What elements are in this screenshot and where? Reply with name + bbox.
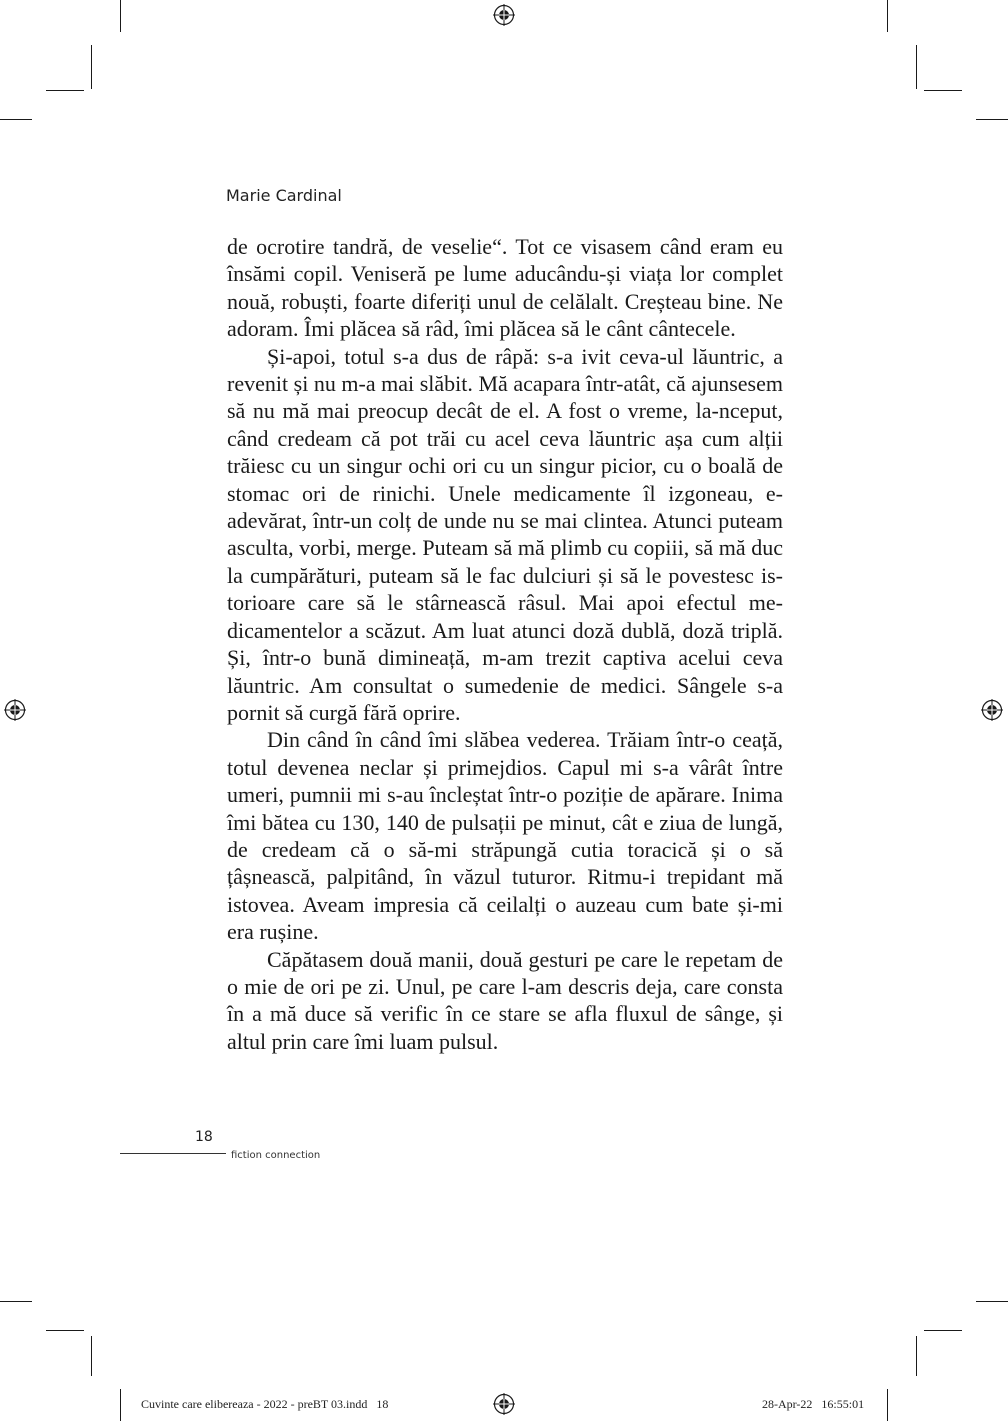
paragraph: de ocrotire tandră, de veselie“. Tot ce visasem când eram eu însămi copil. Veniseră pe lume aducându-și viața lor complet nouă, robuști, foarte diferiți unul de celălalt. Creșteau bine. Ne adoram. Îmi plăcea să râd, îmi plăcea să le cânt cântecele. (227, 234, 783, 342)
crop-mark (976, 119, 1008, 120)
body-text (227, 233, 783, 1055)
crop-mark (91, 1336, 92, 1376)
crop-mark (924, 1330, 962, 1331)
registration-mark-icon (493, 4, 515, 26)
slug-datetime: 28-Apr-22 16:55:01 (762, 1397, 865, 1411)
paragraph: Și-apoi, totul s-a dus de râpă: s-a ivit ceva-ul lăuntric, a revenit și nu m-a mai slăbit. Mă acapara într-atât, că ajunsesem să nu mă mai preocup decât de el. A fost o vreme, la-nceput, când credeam că pot trăi cu acel ceva lăuntric așa cum alții trăiesc cu un singur ochi ori cu un singur picior, cu o boală de stomac ori de rinichi. Unele medicamente îl izgoneau, e-adevărat, într-un colț de unde nu se mai clintea. Atunci puteam asculta, vorbi, merge. Puteam să mă plimb cu copiii, să mă duc la cumpărături, puteam să le fac dulciuri și să le povestesc istorioare care să le stârnească râsul. Mai apoi efectul medicamentelor a scăzut. Am luat atunci doză dublă, doză triplă. Și, într-o bună dimineață, m-am trezit captiva acelui ceva lăuntric. Am consultat o sumedenie de medici. Sângele s-a pornit să curgă fără oprire. (227, 343, 783, 725)
slug-filename: Cuvinte care elibereaza - 2022 - preBT 03.indd 18 (141, 1397, 389, 1411)
crop-mark (46, 90, 84, 91)
paragraph: Din când în când îmi slăbea vederea. Trăiam într-o ceață, totul devenea neclar și primejdios. Capul mi s-a vârât între umeri, pumnii mi s-au încleștat într-o poziție de apărare. Inima îmi bătea cu 130, 140 de pulsații pe minut, cât e ziua de lungă, de credeam că o să-mi străpungă cutia toracică și o să țâșnească, palpitând, în văzul tuturor. Ritmu-i trepidant mă istovea. Aveam impresia că ceilalți o auzeau cum bate și-mi era rușine. (227, 727, 783, 945)
crop-mark (916, 1336, 917, 1376)
crop-mark (924, 90, 962, 91)
crop-mark (120, 0, 121, 32)
registration-mark-icon (981, 699, 1003, 721)
footer-rule (120, 1153, 226, 1154)
registration-mark-icon (493, 1393, 515, 1415)
running-head: Marie Cardinal (226, 186, 342, 205)
crop-mark (91, 45, 92, 89)
crop-mark (916, 45, 917, 89)
crop-mark (46, 1330, 84, 1331)
imprint: fiction connection (231, 1150, 321, 1161)
crop-mark (887, 1389, 888, 1421)
crop-mark (0, 1301, 32, 1302)
crop-mark (0, 119, 32, 120)
crop-mark (887, 0, 888, 32)
registration-mark-icon (4, 699, 26, 721)
page-number: 18 (195, 1129, 213, 1145)
crop-mark (120, 1389, 121, 1421)
paragraph: Căpătasem două manii, două gesturi pe care le repetam de o mie de ori pe zi. Unul, pe care l-am descris deja, care consta în a mă duce să verific în ce stare se afla fluxul de sânge, și altul prin care îmi luam pulsul. (227, 946, 783, 1054)
crop-mark (976, 1301, 1008, 1302)
